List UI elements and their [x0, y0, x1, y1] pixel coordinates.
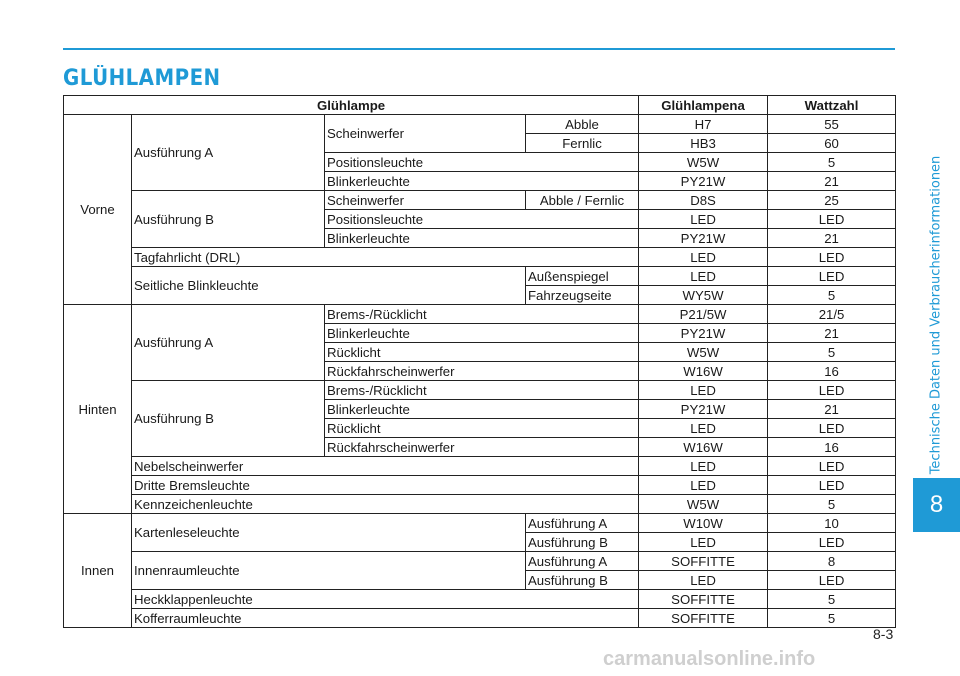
lamp-label: Kartenleseleuchte — [132, 514, 526, 552]
wattage-cell: 16 — [768, 438, 896, 457]
watermark: carmanualsonline.info — [603, 648, 816, 670]
rear-version-a: Ausführung A — [132, 305, 325, 381]
group-interior: Innen — [64, 514, 132, 628]
low-high-label: Abble / Fernlic — [526, 191, 639, 210]
wattage-cell: 25 — [768, 191, 896, 210]
lamp-label: Brems-/Rücklicht — [325, 305, 639, 324]
bulb-type-cell: D8S — [639, 191, 768, 210]
table-row — [64, 495, 896, 514]
wattage-cell: 5 — [768, 495, 896, 514]
bulb-type-cell: LED — [639, 457, 768, 476]
wattage-cell: 10 — [768, 514, 896, 533]
page-number: 8-3 — [873, 626, 894, 642]
table-row — [64, 476, 896, 495]
wattage-cell: LED — [768, 457, 896, 476]
chapter-tab[interactable]: 8 — [913, 478, 960, 532]
wattage-cell: LED — [768, 210, 896, 229]
wattage-cell: LED — [768, 571, 896, 590]
table-row — [64, 267, 896, 286]
lamp-label: Positionsleuchte — [325, 210, 639, 229]
wattage-cell: 21 — [768, 229, 896, 248]
bulb-type-cell: W16W — [639, 438, 768, 457]
wattage-cell: 21 — [768, 400, 896, 419]
lamp-label: Blinkerleuchte — [325, 172, 639, 191]
lamp-label: Dritte Bremsleuchte — [132, 476, 639, 495]
lamp-label: Rücklicht — [325, 343, 639, 362]
lamp-label: Brems-/Rücklicht — [325, 381, 639, 400]
bulb-type-cell: LED — [639, 267, 768, 286]
bulb-type-cell: PY21W — [639, 229, 768, 248]
chapter-side-label: Technische Daten und Verbraucherinformationen — [928, 155, 944, 475]
lamp-label: Kofferraumleuchte — [132, 609, 639, 628]
bulb-type-cell: W5W — [639, 495, 768, 514]
lamp-label: Tagfahrlicht (DRL) — [132, 248, 639, 267]
bulb-type-cell: PY21W — [639, 172, 768, 191]
bulb-type-cell: LED — [639, 210, 768, 229]
wattage-cell: LED — [768, 533, 896, 552]
low-beam-label: Abble — [526, 115, 639, 134]
sub-label: Außenspiegel — [526, 267, 639, 286]
lamp-label: Rückfahrscheinwerfer — [325, 362, 639, 381]
wattage-cell: LED — [768, 419, 896, 438]
bulb-type-cell: LED — [639, 381, 768, 400]
bulb-type-cell: WY5W — [639, 286, 768, 305]
wattage-cell: 5 — [768, 153, 896, 172]
wattage-cell: 5 — [768, 286, 896, 305]
wattage-cell: LED — [768, 476, 896, 495]
bulb-table — [63, 95, 896, 628]
front-a-headlamp: Scheinwerfer — [325, 115, 526, 153]
header-lamp: Glühlampe — [64, 96, 639, 115]
bulb-type-cell: SOFFITTE — [639, 552, 768, 571]
wattage-cell: 8 — [768, 552, 896, 571]
wattage-cell: 60 — [768, 134, 896, 153]
wattage-cell: LED — [768, 267, 896, 286]
group-rear: Hinten — [64, 305, 132, 514]
bulb-type-cell: W5W — [639, 343, 768, 362]
bulb-type-cell: LED — [639, 248, 768, 267]
lamp-label: Scheinwerfer — [325, 191, 526, 210]
wattage-cell: 16 — [768, 362, 896, 381]
bulb-type-cell: PY21W — [639, 400, 768, 419]
bulb-type-cell: PY21W — [639, 324, 768, 343]
top-rule — [63, 48, 895, 50]
bulb-type-cell: W5W — [639, 153, 768, 172]
table-row — [64, 248, 896, 267]
front-version-b: Ausführung B — [132, 191, 325, 248]
lamp-label: Heckklappenleuchte — [132, 590, 639, 609]
wattage-cell: 21 — [768, 172, 896, 191]
wattage-cell: 5 — [768, 590, 896, 609]
lamp-label: Kennzeichenleuchte — [132, 495, 639, 514]
sub-label: Ausführung A — [526, 552, 639, 571]
wattage-cell: 5 — [768, 343, 896, 362]
group-front: Vorne — [64, 115, 132, 305]
wattage-cell: LED — [768, 381, 896, 400]
lamp-label: Seitliche Blinkleuchte — [132, 267, 526, 305]
table-row — [64, 514, 896, 533]
header-wattage: Wattzahl — [768, 96, 896, 115]
front-version-a: Ausführung A — [132, 115, 325, 191]
lamp-label: Rückfahrscheinwerfer — [325, 438, 639, 457]
sub-label: Ausführung B — [526, 533, 639, 552]
lamp-label: Blinkerleuchte — [325, 229, 639, 248]
wattage-cell: 55 — [768, 115, 896, 134]
lamp-label: Nebelscheinwerfer — [132, 457, 639, 476]
lamp-label: Rücklicht — [325, 419, 639, 438]
high-beam-label: Fernlic — [526, 134, 639, 153]
sub-label: Ausführung B — [526, 571, 639, 590]
sub-label: Ausführung A — [526, 514, 639, 533]
sub-label: Fahrzeugseite — [526, 286, 639, 305]
bulb-type-cell: SOFFITTE — [639, 590, 768, 609]
lamp-label: Positionsleuchte — [325, 153, 639, 172]
bulb-type-cell: HB3 — [639, 134, 768, 153]
bulb-type-cell: LED — [639, 476, 768, 495]
table-row — [64, 609, 896, 628]
table-row — [64, 191, 896, 210]
lamp-label: Blinkerleuchte — [325, 400, 639, 419]
lamp-label: Blinkerleuchte — [325, 324, 639, 343]
table-row — [64, 115, 896, 134]
table-row — [64, 552, 896, 571]
bulb-type-cell: P21/5W — [639, 305, 768, 324]
bulb-type-cell: LED — [639, 533, 768, 552]
wattage-cell: LED — [768, 248, 896, 267]
bulb-type-cell: W16W — [639, 362, 768, 381]
table-row — [64, 590, 896, 609]
page-title: GLÜHLAMPEN — [63, 66, 221, 91]
bulb-type-cell: SOFFITTE — [639, 609, 768, 628]
bulb-type-cell: W10W — [639, 514, 768, 533]
wattage-cell: 5 — [768, 609, 896, 628]
table-row — [64, 457, 896, 476]
table-row — [64, 305, 896, 324]
wattage-cell: 21 — [768, 324, 896, 343]
header-bulb-type: Glühlampena — [639, 96, 768, 115]
table-row — [64, 381, 896, 400]
bulb-type-cell: H7 — [639, 115, 768, 134]
rear-version-b: Ausführung B — [132, 381, 325, 457]
table-header-row — [64, 96, 896, 115]
wattage-cell: 21/5 — [768, 305, 896, 324]
lamp-label: Innenraumleuchte — [132, 552, 526, 590]
bulb-type-cell: LED — [639, 571, 768, 590]
bulb-type-cell: LED — [639, 419, 768, 438]
